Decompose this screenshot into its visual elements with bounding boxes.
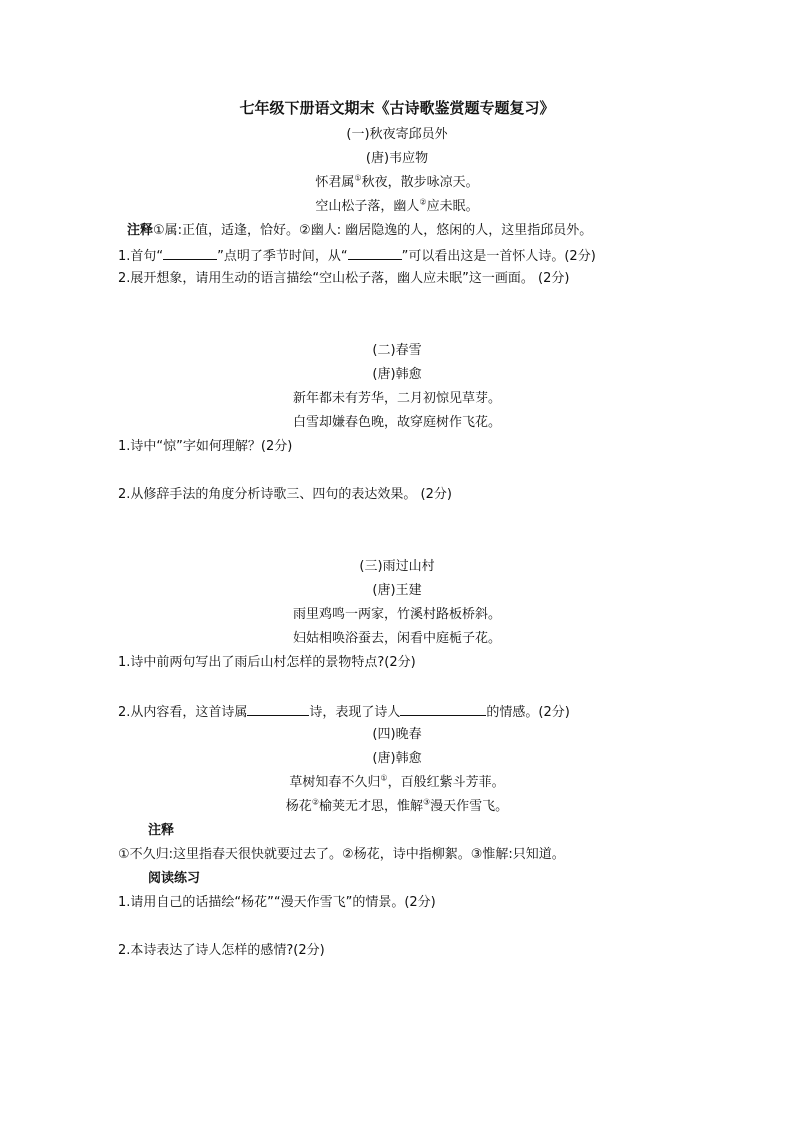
poem4-line1-text: 草树知春不久归 xyxy=(289,775,381,790)
poem2-question-1: 1.诗中“惊”字如何理解？(2分) xyxy=(118,439,293,454)
answer-blank[interactable] xyxy=(400,703,486,716)
poem4-line1 xyxy=(0,775,794,791)
question-text: 1.首句“ xyxy=(118,249,164,264)
poem4-line2-text: 漫天作雪飞。 xyxy=(430,799,509,814)
poem2-line1: 新年都未有芳华，二月初惊见草芽。 xyxy=(292,391,501,406)
poem4-line1-text: ，百般红紫斗芳菲。 xyxy=(387,775,505,790)
poem1-line2 xyxy=(0,199,794,215)
poem3-author: (唐)王建 xyxy=(372,583,422,598)
poem1-line2-text: 空山松子落，幽人 xyxy=(315,199,420,214)
poem4-author: (唐)韩愈 xyxy=(372,751,422,766)
answer-blank[interactable] xyxy=(247,703,309,716)
poem4-question-1: 1.请用自己的话描绘“杨花”“漫天作雪飞”的情景。(2分) xyxy=(118,895,436,910)
poem4-practice-label: 阅读练习 xyxy=(148,871,201,886)
poem4-question-2: 2.本诗表达了诗人怎样的感情?(2分) xyxy=(118,943,325,958)
footnote-mark: ② xyxy=(311,797,319,807)
poem3-heading: (三)雨过山村 xyxy=(359,559,435,574)
poem4-line2-text: 榆荚无才思，惟解 xyxy=(318,799,423,814)
poem1-line1-text: 秋夜，散步咏凉天。 xyxy=(361,175,479,190)
footnote-mark: ① xyxy=(380,773,388,783)
poem4-heading: (四)晚春 xyxy=(372,727,422,742)
poem3-question-1: 1.诗中前两句写出了雨后山村怎样的景物特点?(2分) xyxy=(118,655,416,670)
answer-blank[interactable] xyxy=(163,247,217,260)
poem1-author: (唐)韦应物 xyxy=(365,151,429,166)
poem1-note xyxy=(127,223,592,239)
poem2-line2: 白雪却嫌春色晚，故穿庭树作飞花。 xyxy=(292,415,501,430)
question-text: ”点明了季节时间，从“ xyxy=(217,249,348,264)
question-text: 诗，表现了诗人 xyxy=(309,705,401,720)
poem4-line2 xyxy=(0,799,794,815)
question-text: 的情感。(2分) xyxy=(486,705,570,720)
note-label: 注释 xyxy=(127,223,154,238)
poem1-heading: (一)秋夜寄邱员外 xyxy=(346,127,448,142)
question-text: ”可以看出这是一首怀人诗。(2分) xyxy=(401,249,596,264)
poem4-line2-text: 杨花 xyxy=(285,799,312,814)
poem3-line2: 妇姑相唤浴蚕去，闲看中庭栀子花。 xyxy=(292,631,501,646)
page-title: 七年级下册语文期末《古诗歌鉴赏题专题复习》 xyxy=(239,99,555,117)
poem4-note-text: ①不久归:这里指春天很快就要过去了。②杨花，诗中指柳絮。③惟解:只知道。 xyxy=(118,847,565,862)
note-text: ①属:正值，适逢，恰好。②幽人: 幽居隐逸的人，悠闲的人，这里指邱员外。 xyxy=(153,223,593,238)
poem3-line1: 雨里鸡鸣一两家，竹溪村路板桥斜。 xyxy=(292,607,501,622)
poem2-heading: (二)春雪 xyxy=(372,343,422,358)
poem1-line1-text: 怀君属 xyxy=(315,175,355,190)
footnote-mark: ③ xyxy=(423,797,431,807)
poem4-note-label: 注释 xyxy=(148,823,175,838)
poem2-author: (唐)韩愈 xyxy=(372,367,422,382)
answer-blank[interactable] xyxy=(348,247,402,260)
poem1-question-1 xyxy=(118,247,596,265)
question-text: 2.从内容看，这首诗属 xyxy=(118,705,248,720)
footnote-mark: ② xyxy=(419,197,427,207)
poem2-question-2: 2.从修辞手法的角度分析诗歌三、四句的表达效果。 (2分) xyxy=(118,487,452,502)
poem1-line2-text: 应未眠。 xyxy=(426,199,479,214)
poem1-line1 xyxy=(0,175,794,191)
poem3-question-2 xyxy=(118,703,570,721)
poem1-question-2: 2.展开想象，请用生动的语言描绘“空山松子落，幽人应未眠”这一画面。 (2分) xyxy=(118,271,570,286)
footnote-mark: ① xyxy=(354,173,362,183)
